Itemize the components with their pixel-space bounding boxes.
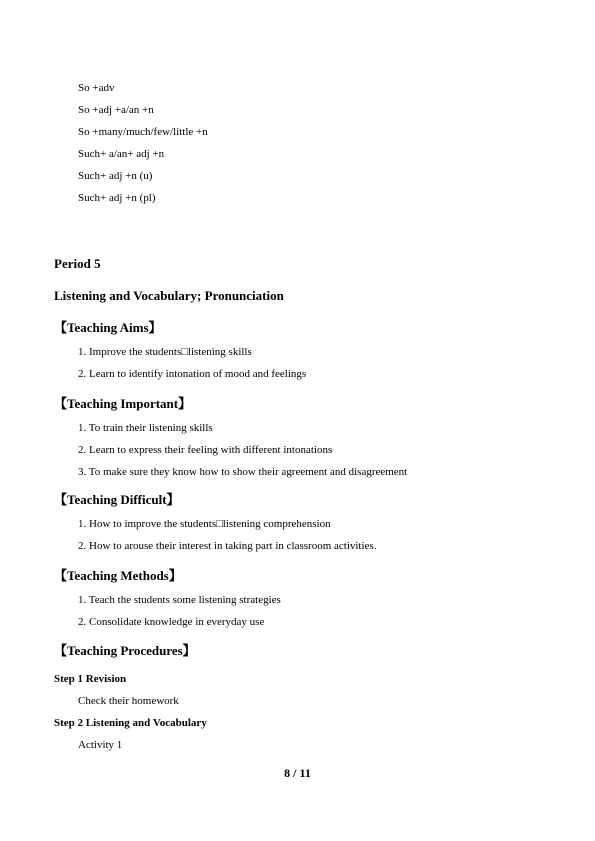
list-item: 1. How to improve the students□listening comprehension bbox=[78, 518, 331, 530]
list-item: 1. To train their listening skills bbox=[78, 422, 213, 434]
section-teaching-aims bbox=[54, 318, 574, 388]
section-heading: 【Teaching Aims】 bbox=[54, 320, 162, 335]
grammar-item: So +adj +a/an +n bbox=[78, 104, 154, 116]
section-teaching-methods bbox=[54, 566, 574, 636]
section-teaching-procedures bbox=[54, 641, 574, 661]
grammar-list bbox=[78, 80, 208, 212]
section-list bbox=[54, 592, 574, 636]
section-heading: 【Teaching Methods】 bbox=[54, 568, 182, 583]
list-item: 3. To make sure they know how to show their agreement and disagreement bbox=[78, 466, 408, 478]
section-heading: 【Teaching Difficult】 bbox=[54, 492, 180, 507]
list-item: 2. Learn to identify intonation of mood and feelings bbox=[78, 368, 307, 380]
step-detail: Check their homework bbox=[78, 695, 179, 707]
step-detail: Activity 1 bbox=[78, 739, 123, 751]
list-item: 1. Teach the students some listening strategies bbox=[78, 594, 281, 606]
period-title: Period 5 bbox=[54, 256, 101, 271]
grammar-item: Such+ adj +n (pl) bbox=[78, 192, 156, 204]
section-list bbox=[54, 344, 574, 388]
section-heading: 【Teaching Important】 bbox=[54, 396, 192, 411]
step-title: Step 2 Listening and Vocabulary bbox=[54, 717, 207, 729]
section-list bbox=[54, 420, 574, 486]
section-teaching-important bbox=[54, 394, 574, 486]
lesson-title: Listening and Vocabulary; Pronunciation bbox=[54, 288, 284, 303]
list-item: 2. Learn to express their feeling with different intonations bbox=[78, 444, 333, 456]
section-heading: 【Teaching Procedures】 bbox=[54, 643, 196, 658]
page-number: 8 / 11 bbox=[284, 766, 311, 780]
section-list bbox=[54, 516, 574, 560]
grammar-item: Such+ a/an+ adj +n bbox=[78, 148, 165, 160]
grammar-item: So +adv bbox=[78, 82, 115, 94]
list-item: 2. Consolidate knowledge in everyday use bbox=[78, 616, 265, 628]
list-item: 2. How to arouse their interest in taking part in classroom activities. bbox=[78, 540, 377, 552]
grammar-item: So +many/much/few/little +n bbox=[78, 126, 208, 138]
step-title: Step 1 Revision bbox=[54, 673, 127, 685]
section-teaching-difficult bbox=[54, 490, 574, 560]
list-item: 1. Improve the students□listening skills bbox=[78, 346, 252, 358]
grammar-item: Such+ adj +n (u) bbox=[78, 170, 153, 182]
